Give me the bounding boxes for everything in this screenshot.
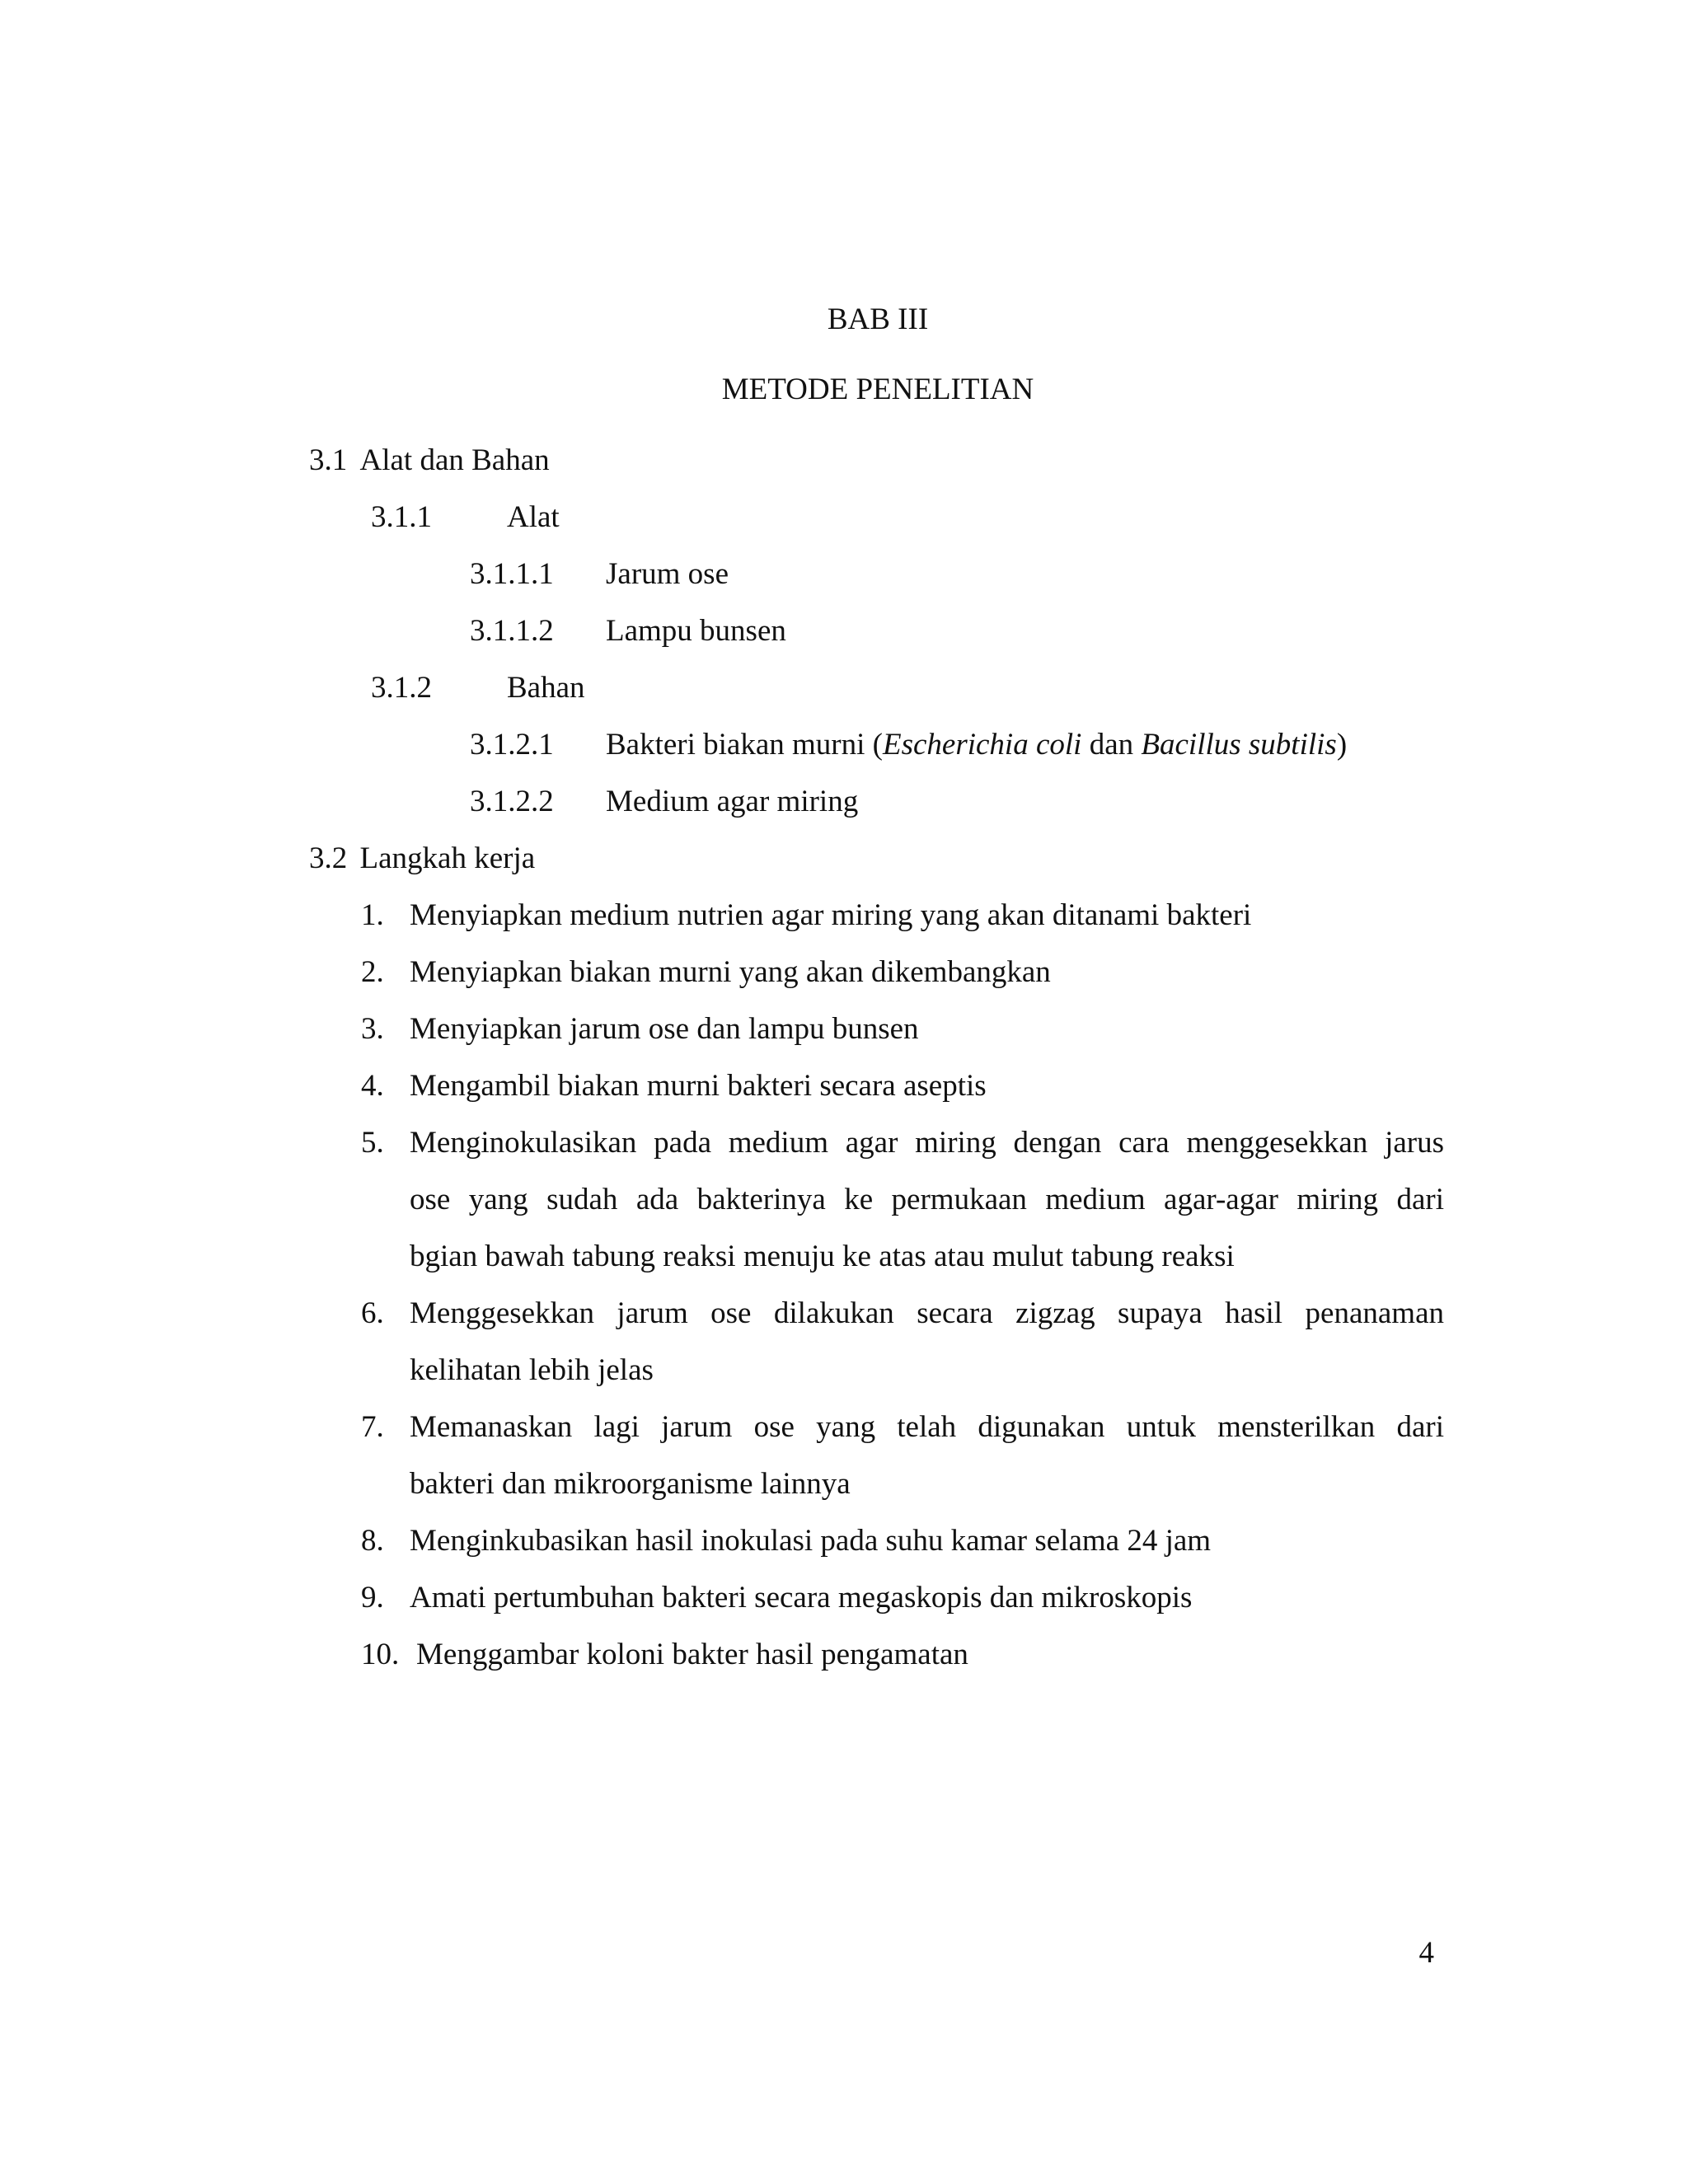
item-number-3-1-2-2: 3.1.2.2	[470, 785, 554, 818]
item-text-bakteri-biakan	[606, 726, 1347, 764]
section-number: 3.1	[309, 443, 348, 477]
page-number: 4	[1418, 1936, 1434, 1970]
step-number: 8.	[361, 1524, 384, 1558]
item-number-3-1-2-1: 3.1.2.1	[470, 728, 554, 762]
subsection-number-3-1-2: 3.1.2	[371, 671, 432, 705]
item-text-jarum-ose: Jarum ose	[606, 557, 729, 591]
step-number: 3.	[361, 1012, 384, 1046]
section-heading-3-2	[309, 840, 535, 878]
item-number-3-1-1-1: 3.1.1.1	[470, 557, 554, 591]
section-title: Langkah kerja	[359, 841, 536, 875]
step-number: 1.	[361, 898, 384, 932]
species-escherichia-coli: Escherichia coli	[882, 728, 1082, 762]
subsection-number-3-1-1: 3.1.1	[371, 500, 432, 534]
step-text: Menyiapkan jarum ose dan lampu bunsen	[410, 1012, 919, 1046]
subsection-title-bahan: Bahan	[507, 671, 585, 705]
step-text: Menggesekkan jarum ose dilakukan secara zigzag supaya hasil penanaman	[410, 1296, 1444, 1330]
item-text-lampu-bunsen: Lampu bunsen	[606, 614, 786, 648]
step-text-continuation: bakteri dan mikroorganisme lainnya	[410, 1467, 851, 1501]
step-text: Menginokulasikan pada medium agar miring dengan cara menggesekkan jarus	[410, 1126, 1444, 1160]
item-text-medium-agar: Medium agar miring	[606, 785, 859, 818]
species-bacillus-subtilis: Bacillus subtilis	[1141, 728, 1337, 762]
step-number: 6.	[361, 1296, 384, 1330]
section-title: Alat dan Bahan	[359, 443, 550, 477]
step-text: Menyiapkan medium nutrien agar miring yang akan ditanami bakteri	[410, 898, 1252, 932]
step-text: Mengambil biakan murni bakteri secara aseptis	[410, 1069, 987, 1103]
step-number: 9.	[361, 1581, 384, 1615]
chapter-title: METODE PENELITIAN	[721, 373, 1034, 406]
section-heading-3-1	[309, 442, 550, 480]
chapter-label: BAB III	[827, 302, 929, 336]
step-number: 5.	[361, 1126, 384, 1160]
step-number: 10.	[361, 1638, 400, 1671]
step-number: 2.	[361, 955, 384, 989]
step-number: 4.	[361, 1069, 384, 1103]
section-number: 3.2	[309, 841, 348, 875]
step-text: Menggambar koloni bakter hasil pengamatan	[416, 1638, 968, 1671]
item-number-3-1-1-2: 3.1.1.2	[470, 614, 554, 648]
subsection-title-alat: Alat	[507, 500, 560, 534]
step-text: Menyiapkan biakan murni yang akan dikembangkan	[410, 955, 1051, 989]
step-text-continuation: bgian bawah tabung reaksi menuju ke atas atau mulut tabung reaksi	[410, 1240, 1235, 1273]
step-text-continuation: kelihatan lebih jelas	[410, 1353, 654, 1387]
step-number: 7.	[361, 1410, 384, 1444]
text-middle: dan	[1081, 728, 1142, 762]
text-after: )	[1336, 728, 1348, 762]
step-text: Menginkubasikan hasil inokulasi pada suhu kamar selama 24 jam	[410, 1524, 1212, 1558]
step-text: Amati pertumbuhan bakteri secara megaskopis dan mikroskopis	[410, 1581, 1193, 1615]
step-text-continuation: ose yang sudah ada bakterinya ke permukaan medium agar-agar miring dari	[410, 1183, 1444, 1216]
step-text: Memanaskan lagi jarum ose yang telah digunakan untuk mensterilkan dari	[410, 1410, 1444, 1444]
text-before: Bakteri biakan murni (	[606, 728, 883, 762]
